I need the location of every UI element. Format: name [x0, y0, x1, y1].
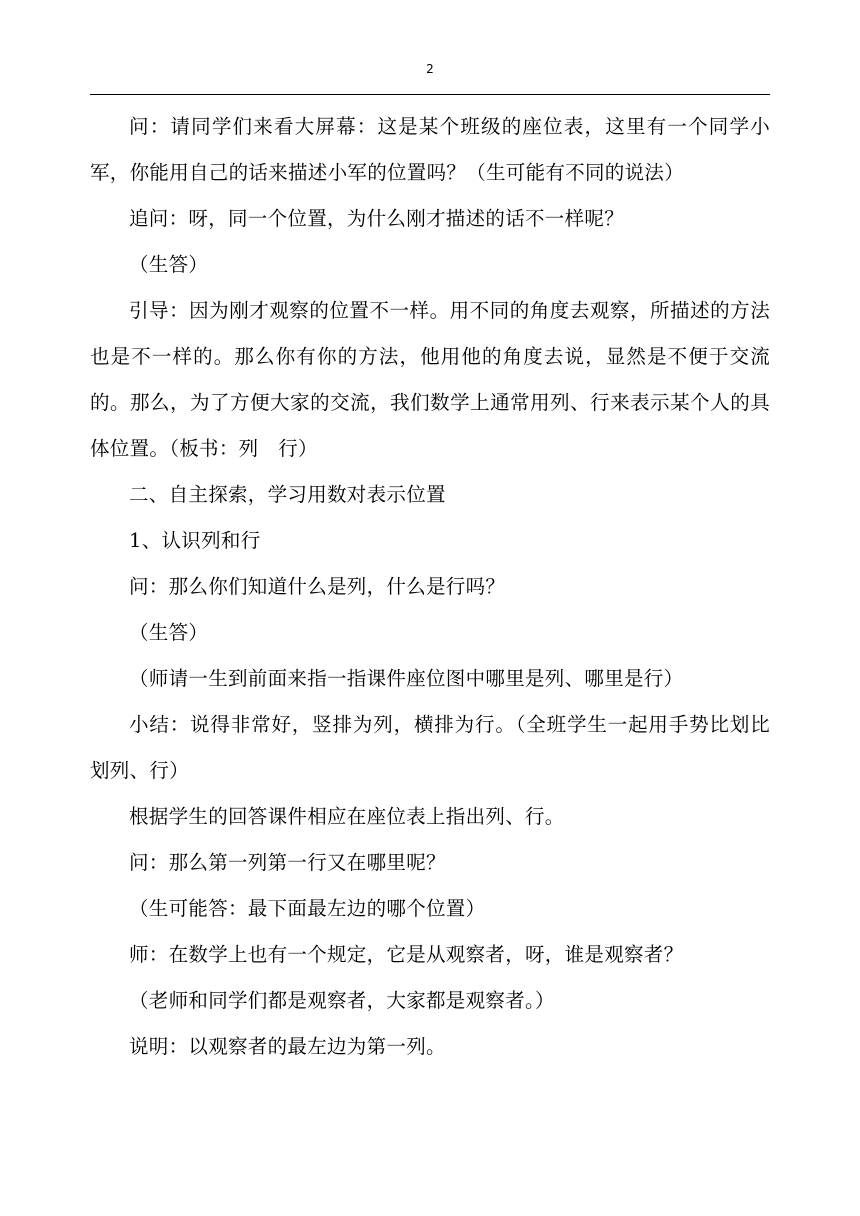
- paragraph-question-first-position: 问：那么第一列第一行又在哪里呢？: [129, 851, 446, 874]
- paragraph-question-column-row: 问：那么你们知道什么是列，什么是行吗？: [129, 575, 506, 598]
- paragraph-teacher-invites-student: （师请一生到前面来指一指课件座位图中哪里是列、哪里是行）: [129, 667, 684, 690]
- paragraph-guidance: 引导：因为刚才观察的位置不一样。用不同的角度去观察，所描述的方法也是不一样的。那么你有你的方法，他用他的角度去说，显然是不便于交流的。那么，为了方便大家的交流，我们数学上通常用列、行来表示某个人的具体位置。（板书：列 行）: [90, 299, 770, 460]
- paragraph-student-answer-2: （生答）: [129, 621, 209, 644]
- paragraph-follow-up-question: 追问：呀，同一个位置，为什么刚才描述的话不一样呢？: [129, 207, 625, 230]
- header-divider: [90, 94, 770, 95]
- paragraph-student-answer: （生答）: [129, 253, 209, 276]
- paragraph-question-seat-chart: 问：请同学们来看大屏幕：这是某个班级的座位表，这里有一个同学小军，你能用自己的话来描述小军的位置吗？（生可能有不同的说法）: [90, 115, 770, 184]
- paragraph-possible-answer: （生可能答：最下面最左边的哪个位置）: [129, 897, 486, 920]
- paragraph-explanation: 说明：以观察者的最左边为第一列。: [129, 1035, 446, 1058]
- paragraph-summary: 小结：说得非常好，竖排为列，横排为行。（全班学生一起用手势比划比划列、行）: [90, 713, 770, 782]
- page-number: 2: [426, 62, 434, 76]
- section-heading-explore: 二、自主探索，学习用数对表示位置: [129, 483, 446, 506]
- subsection-heading-columns-rows: 1、认识列和行: [129, 529, 261, 552]
- document-body: [90, 104, 770, 1070]
- paragraph-courseware-note: 根据学生的回答课件相应在座位表上指出列、行。: [129, 805, 565, 828]
- paragraph-observers: （老师和同学们都是观察者，大家都是观察者。）: [129, 989, 555, 1012]
- paragraph-teacher-rule: 师：在数学上也有一个规定，它是从观察者，呀，谁是观察者？: [129, 943, 684, 966]
